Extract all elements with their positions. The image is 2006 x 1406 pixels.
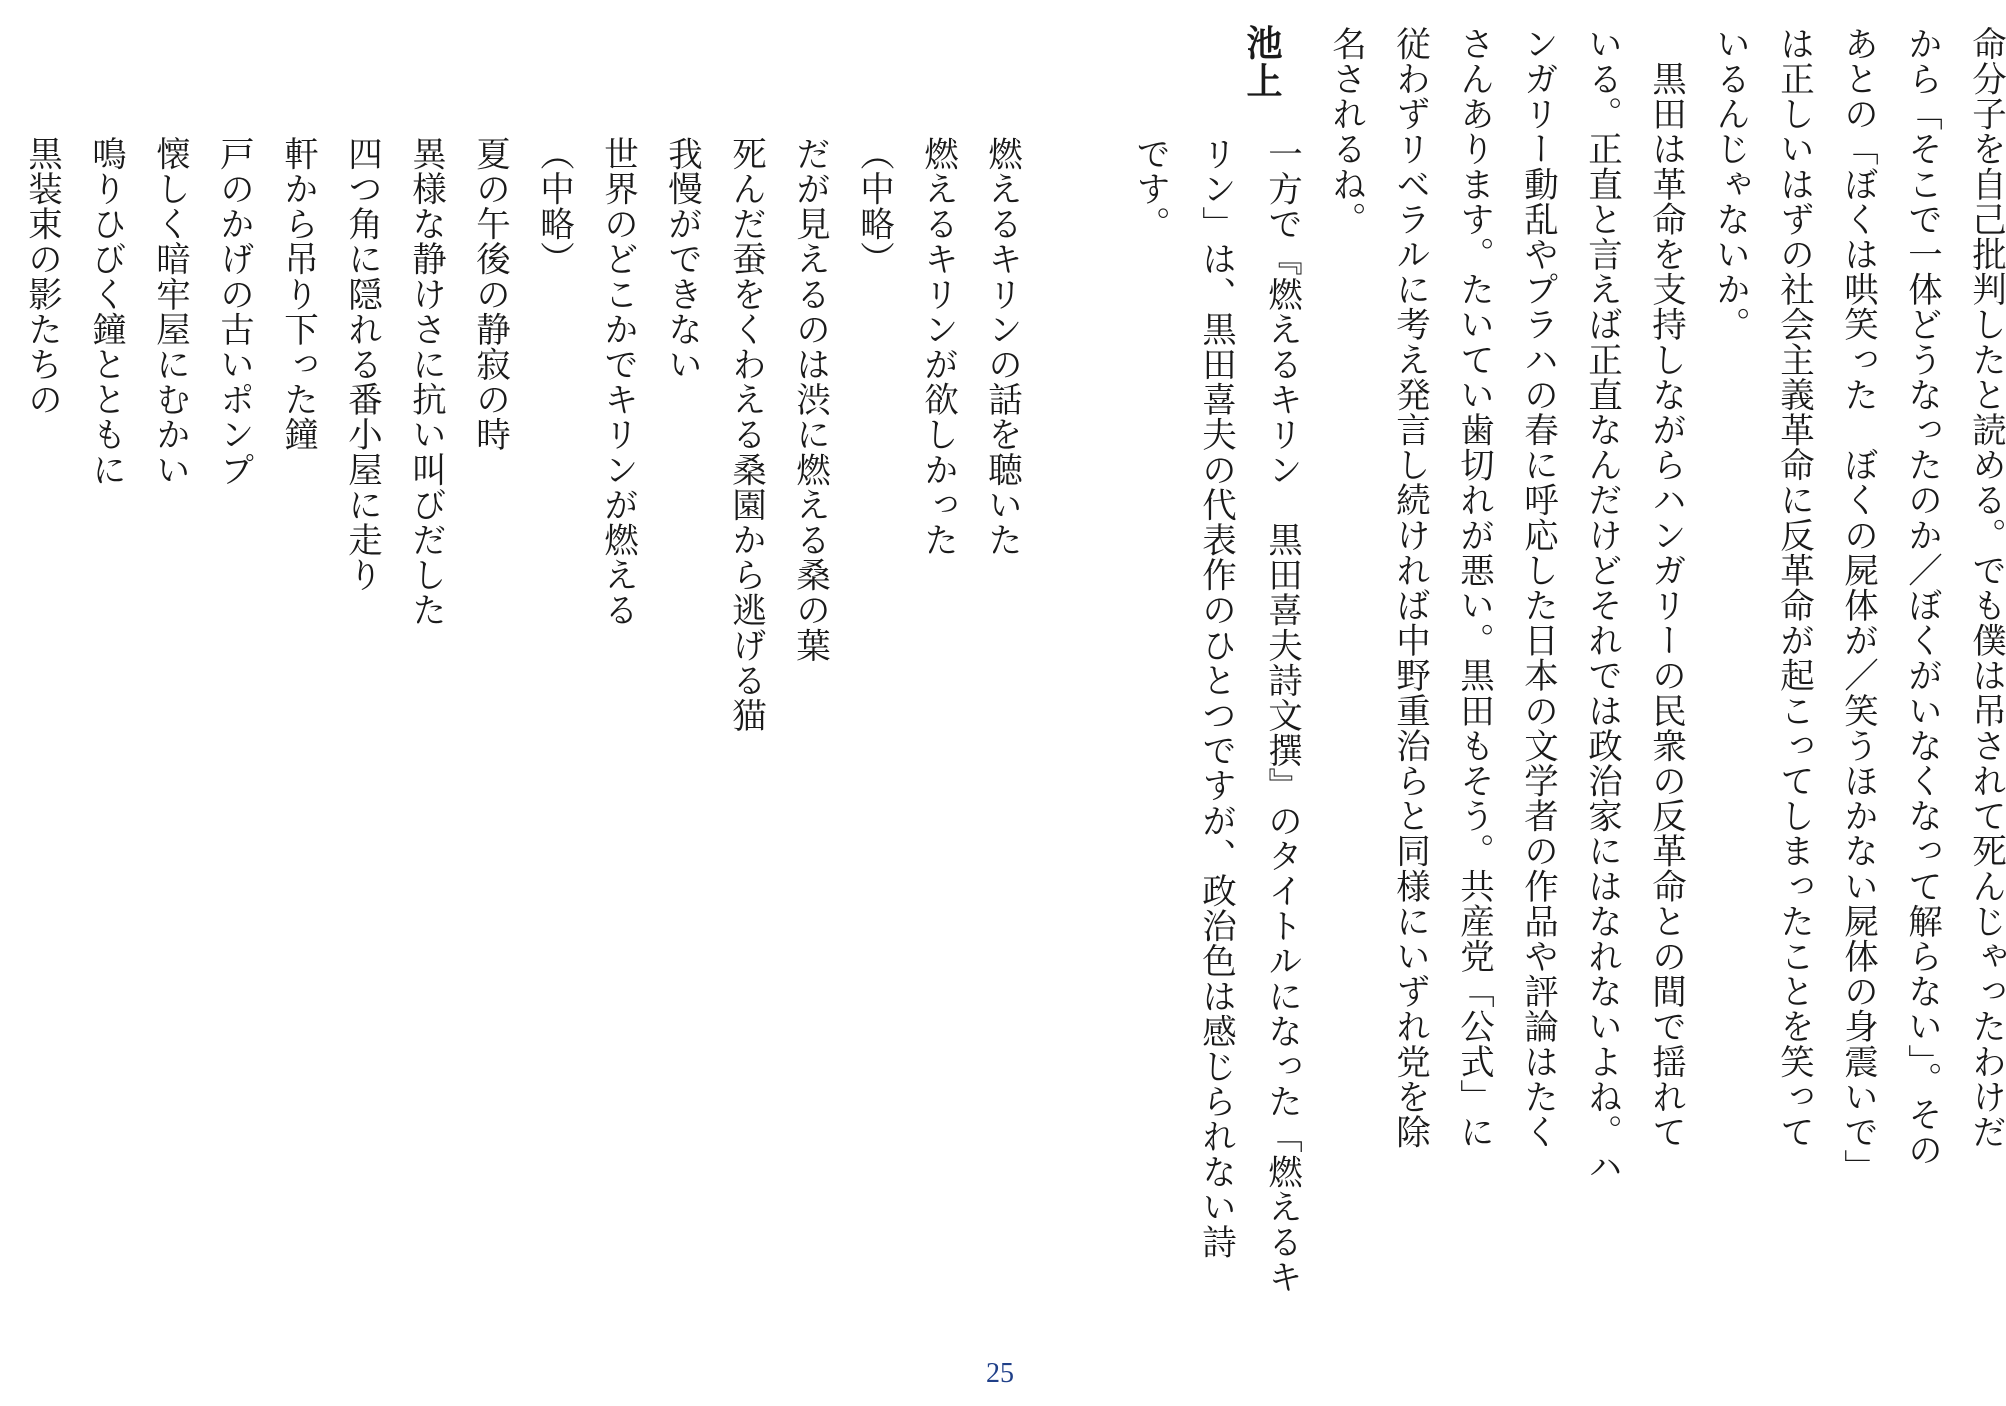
poem-line: 鳴りひびく鐘とともに xyxy=(85,136,126,487)
poem-line: 燃えるキリンの話を聴いた xyxy=(981,136,1022,558)
poem-line: （中略） xyxy=(853,136,894,277)
prose-line: 従わずリベラルに考え発言し続ければ中野重治らと同様にいずれ党を除 xyxy=(1389,26,1430,1150)
poem-line: 死んだ蚕をくわえる桑園から逃げる猫 xyxy=(725,136,766,733)
prose-line: さんあります。たいてい歯切れが悪い。黒田もそう。共産党「公式」に xyxy=(1453,26,1494,1150)
prose-line: から「そこで一体どうなったのか／ぼくがいなくなって解らない」。その xyxy=(1901,26,1942,1168)
poem-line: だが見えるのは渋に燃える桑の葉 xyxy=(789,136,830,663)
prose-line: いる。正直と言えば正直なんだけどそれでは政治家にはなれないよね。ハ xyxy=(1581,26,1622,1185)
prose-line: いるんじゃないか。 xyxy=(1709,26,1750,342)
prose-line: は正しいはずの社会主義革命に反革命が起こってしまったことを笑って xyxy=(1773,26,1814,1150)
poem-line: 四つ角に隠れる番小屋に走り xyxy=(341,136,382,593)
poem-line: 世界のどこかでキリンが燃える xyxy=(597,136,638,628)
poem-line: 黒装束の影たちの xyxy=(21,136,62,417)
poem-line: 夏の午後の静寂の時 xyxy=(469,136,510,452)
prose-line: ンガリー動乱やプラハの春に呼応した日本の文学者の作品や評論はたく xyxy=(1517,26,1558,1150)
poem-line: 異様な静けさに抗い叫びだした xyxy=(405,136,446,628)
prose-line: 名されるね。 xyxy=(1325,26,1366,237)
prose-line: です。 xyxy=(1129,136,1170,242)
prose-line: あとの「ぼくは哄笑った ぼくの屍体が／笑うほかない屍体の身震いで」 xyxy=(1837,26,1878,1185)
poem-line: 燃えるキリンが欲しかった xyxy=(917,136,958,558)
page-number: 25 xyxy=(986,1358,1014,1389)
prose-line: リン」は、黒田喜夫の代表作のひとつですが、政治色は感じられない詩 xyxy=(1195,136,1236,1260)
poem-line: 軒から吊り下った鐘 xyxy=(277,136,318,452)
poem-line: （中略） xyxy=(533,136,574,277)
prose-line: 命分子を自己批判したと読める。でも僕は吊されて死んじゃったわけだ xyxy=(1965,26,2006,1150)
poem-line: 戸のかげの古いポンプ xyxy=(213,136,254,487)
prose-line: 一方で『燃えるキリン 黒田喜夫詩文撰』のタイトルになった「燃えるキ xyxy=(1261,136,1302,1295)
poem-line: 我慢ができない xyxy=(661,136,702,382)
speaker-label: 池上 xyxy=(1241,24,1283,100)
poem-line: 懐しく暗牢屋にむかい xyxy=(149,136,190,487)
prose-line: 黒田は革命を支持しながらハンガリーの民衆の反革命との間で揺れて xyxy=(1645,26,1686,1150)
